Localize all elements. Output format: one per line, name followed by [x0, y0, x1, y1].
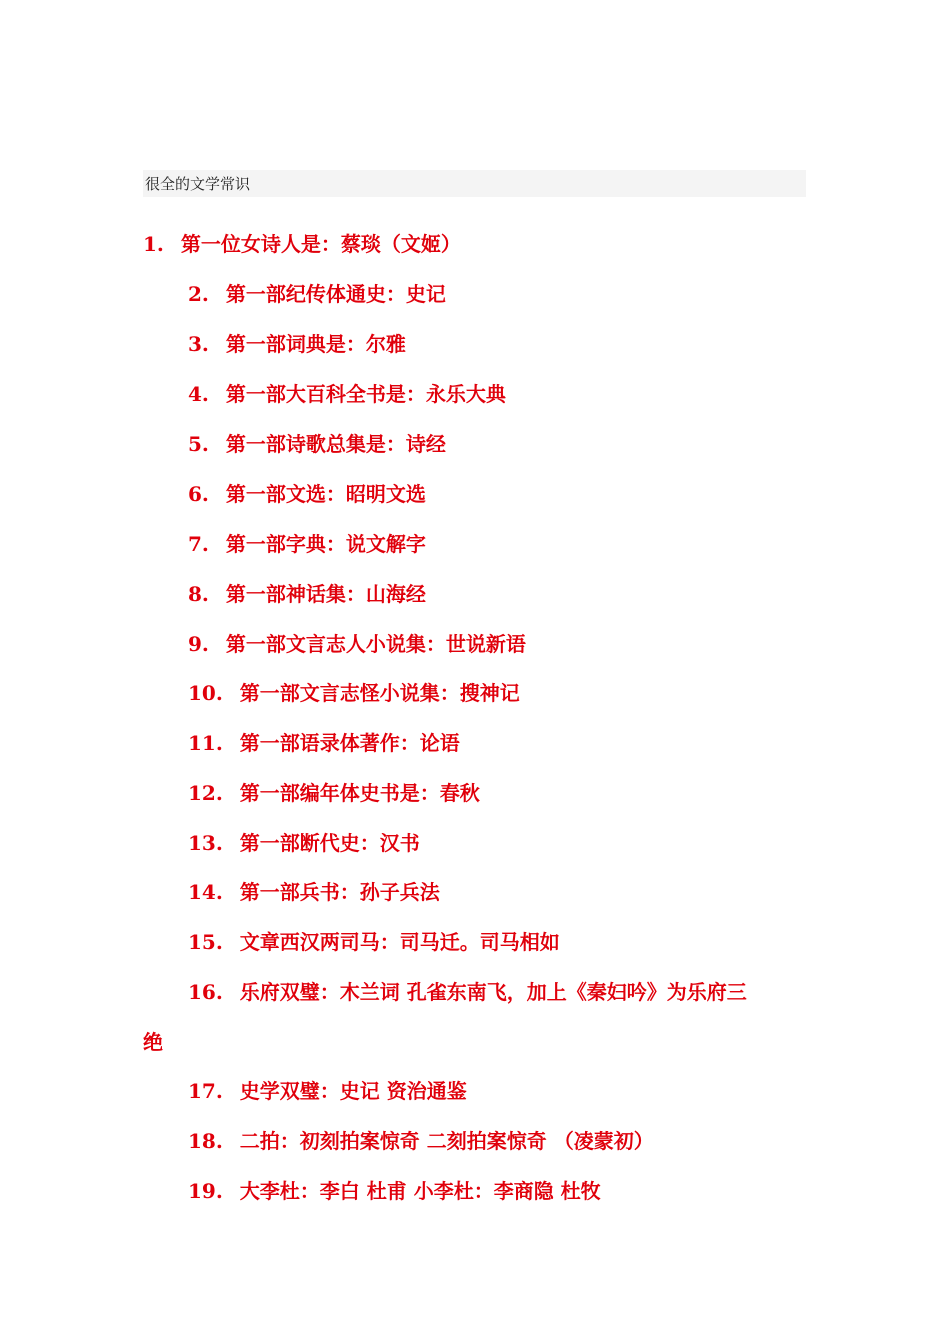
document-heading: 很全的文学常识: [145, 175, 251, 193]
list-item-text: 第一部文选：昭明文选: [225, 482, 426, 506]
list-item-number: 4.: [188, 382, 209, 406]
list-item-number: 6.: [188, 482, 209, 506]
list-item-text: 第一部编年体史书是：春秋: [239, 781, 480, 805]
list-item-text: 第一部字典：说文解字: [225, 532, 426, 556]
list-item-text: 第一部词典是：尔雅: [225, 332, 406, 356]
list-item: [188, 431, 446, 457]
list-item-text: 二拍：初刻拍案惊奇 二刻拍案惊奇 （凌蒙初）: [239, 1129, 654, 1153]
list-item-text: 第一部诗歌总集是：诗经: [225, 432, 446, 456]
list-item-number: 14.: [188, 880, 223, 904]
list-item-number: 10.: [188, 681, 223, 705]
list-item-text: 第一部语录体著作：论语: [239, 731, 460, 755]
list-item-text: 第一位女诗人是：蔡琰（文姬）: [180, 232, 461, 256]
list-item-number: 19.: [188, 1179, 223, 1203]
list-item-number: 15.: [188, 930, 223, 954]
list-item-number: 16.: [188, 980, 223, 1004]
list-item-continuation: 绝: [143, 1030, 163, 1054]
list-item-number: 1.: [143, 232, 164, 256]
list-item-number: 9.: [188, 632, 209, 656]
list-item: [188, 680, 520, 706]
list-item-text: 大李杜：李白 杜甫 小李杜：李商隐 杜牧: [239, 1179, 601, 1203]
list-item-number: 5.: [188, 432, 209, 456]
list-item: [188, 1128, 654, 1154]
list-item: [188, 780, 480, 806]
list-item: [188, 381, 506, 407]
list-item: [188, 481, 426, 507]
list-item-number: 3.: [188, 332, 209, 356]
list-item: [188, 979, 747, 1005]
list-item-number: 7.: [188, 532, 209, 556]
list-item-number: 2.: [188, 282, 209, 306]
list-item-text: 史学双璧：史记 资治通鉴: [239, 1079, 467, 1103]
list-item-text: 第一部大百科全书是：永乐大典: [225, 382, 506, 406]
list-item: [188, 929, 560, 955]
list-item: [188, 331, 406, 357]
document-header-bar: [143, 170, 806, 197]
list-item-number: 8.: [188, 582, 209, 606]
list-item-number: 17.: [188, 1079, 223, 1103]
list-item-text: 第一部神话集：山海经: [225, 582, 426, 606]
list-item-number: 18.: [188, 1129, 223, 1153]
list-item-text: 第一部纪传体通史：史记: [225, 282, 446, 306]
list-item-text: 第一部断代史：汉书: [239, 831, 420, 855]
list-item: [188, 631, 526, 657]
list-item-text: 乐府双璧：木兰词 孔雀东南飞，加上《秦妇吟》为乐府三: [239, 980, 747, 1004]
list-item-text: 第一部文言志人小说集：世说新语: [225, 632, 526, 656]
list-item-number: 12.: [188, 781, 223, 805]
list-item: [188, 531, 426, 557]
list-item: [188, 830, 420, 856]
list-item-text: 文章西汉两司马：司马迁。司马相如: [239, 930, 560, 954]
list-item: [188, 281, 446, 307]
list-item: [188, 730, 460, 756]
list-item-text: 第一部文言志怪小说集：搜神记: [239, 681, 520, 705]
list-item: [188, 1078, 467, 1104]
list-item: [143, 231, 461, 257]
list-item-text: 第一部兵书：孙子兵法: [239, 880, 440, 904]
list-item: [188, 581, 426, 607]
list-item-number: 11.: [188, 731, 223, 755]
list-item: [188, 879, 440, 905]
list-item: [188, 1178, 601, 1204]
list-item-number: 13.: [188, 831, 223, 855]
